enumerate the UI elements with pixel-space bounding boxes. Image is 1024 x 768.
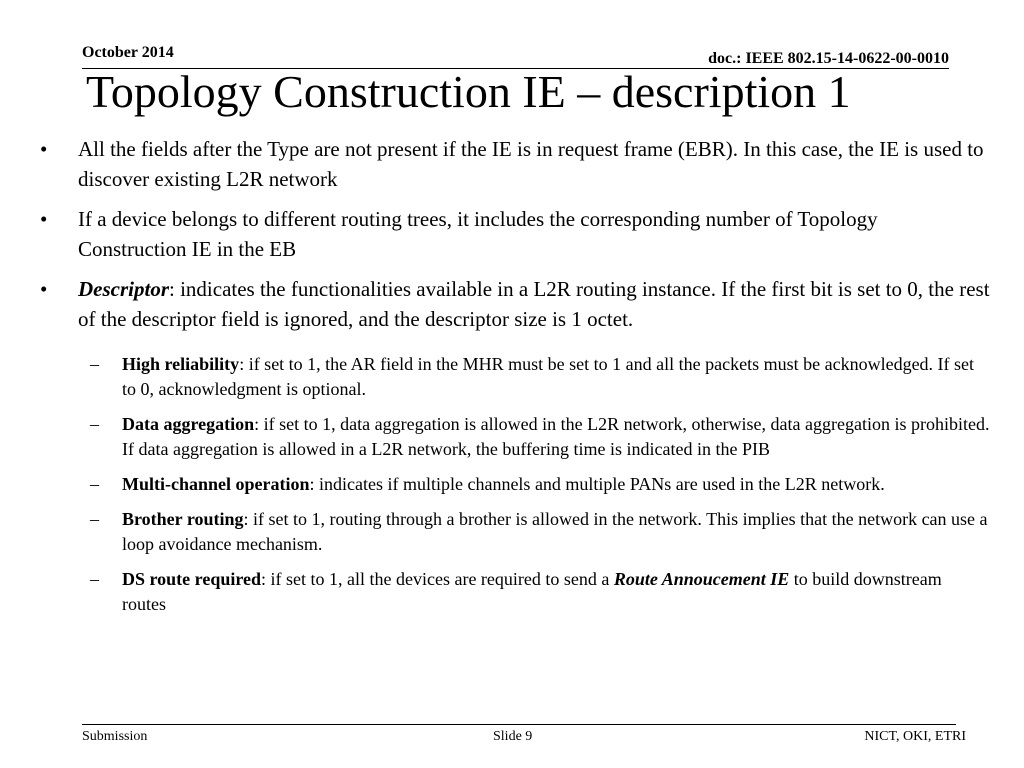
sub-bullet-text-after: to build downstream routes: [122, 569, 942, 614]
sub-bullet-marker: –: [90, 354, 99, 374]
sub-bullet-text: : indicates if multiple channels and multiple PANs are used in the L2R network.: [309, 474, 885, 494]
header-date: October 2014: [82, 44, 174, 61]
header-doc-id: doc.: IEEE 802.15-14-0622-00-0010: [708, 50, 949, 67]
sub-bullet-term: High reliability: [122, 354, 240, 374]
bullet-marker: •: [40, 207, 48, 231]
sub-bullet-list: [40, 352, 990, 617]
sub-bullet-term: Brother routing: [122, 509, 244, 529]
bullet-marker: •: [40, 277, 48, 301]
sub-bullet-ds-route-required: [90, 567, 990, 617]
bullet-text: All the fields after the Type are not present if the IE is in request frame (EBR). In this case, the IE is used to discover existing L2R network: [78, 137, 984, 191]
sub-bullet-term: Data aggregation: [122, 414, 255, 434]
bullet-item-descriptor: [40, 274, 990, 334]
sub-bullet-term: Multi-channel operation: [122, 474, 310, 494]
sub-bullet-data-aggregation: [90, 412, 990, 462]
sub-bullet-high-reliability: [90, 352, 990, 402]
sub-bullet-marker: –: [90, 474, 99, 494]
slide-body: [40, 134, 990, 627]
sub-bullet-marker: –: [90, 509, 99, 529]
footer-slide-number: Slide 9: [493, 729, 533, 744]
bullet-text: [78, 274, 990, 334]
sub-bullet-multi-channel-operation: [90, 472, 990, 497]
bullet-item-fields-after-type: [40, 134, 990, 194]
footer-submission: Submission: [82, 729, 148, 744]
sub-bullet-text: : if set to 1, routing through a brother is allowed in the network. This implies that the network can use a loop avoidance mechanism.: [122, 509, 988, 554]
footer-divider: [82, 724, 956, 725]
sub-bullet-text: : if set to 1, the AR field in the MHR must be set to 1 and all the packets must be acknowledged. If set to 0, acknowledgment is optional.: [122, 354, 975, 399]
bullet-term: Descriptor: [78, 277, 169, 301]
bullet-description: : indicates the functionalities available in a L2R routing instance. If the first bit is set to 0, the rest of the descriptor field is ignored, and the descriptor size is 1 octet.: [78, 277, 990, 331]
sub-bullet-text: : if set to 1, data aggregation is allowed in the L2R network, otherwise, data aggregation is prohibited. If data aggregation is allowed in a L2R network, the buffering time is indicated in the PIB: [122, 414, 990, 459]
bullet-item-multiple-routing-trees: [40, 204, 990, 264]
sub-bullet-marker: –: [90, 414, 99, 434]
bullet-marker: •: [40, 137, 48, 161]
sub-bullet-term: DS route required: [122, 569, 262, 589]
slide-title: Topology Construction IE – description 1: [86, 66, 851, 117]
sub-bullet-brother-routing: [90, 507, 990, 557]
sub-bullet-marker: –: [90, 569, 99, 589]
sub-bullet-emphasis: Route Annoucement IE: [613, 569, 790, 589]
bullet-text: If a device belongs to different routing trees, it includes the corresponding number of Topology Construction IE in the EB: [78, 207, 878, 261]
footer-authors: NICT, OKI, ETRI: [864, 729, 966, 744]
sub-bullet-text: : if set to 1, all the devices are required to send a: [261, 569, 614, 589]
